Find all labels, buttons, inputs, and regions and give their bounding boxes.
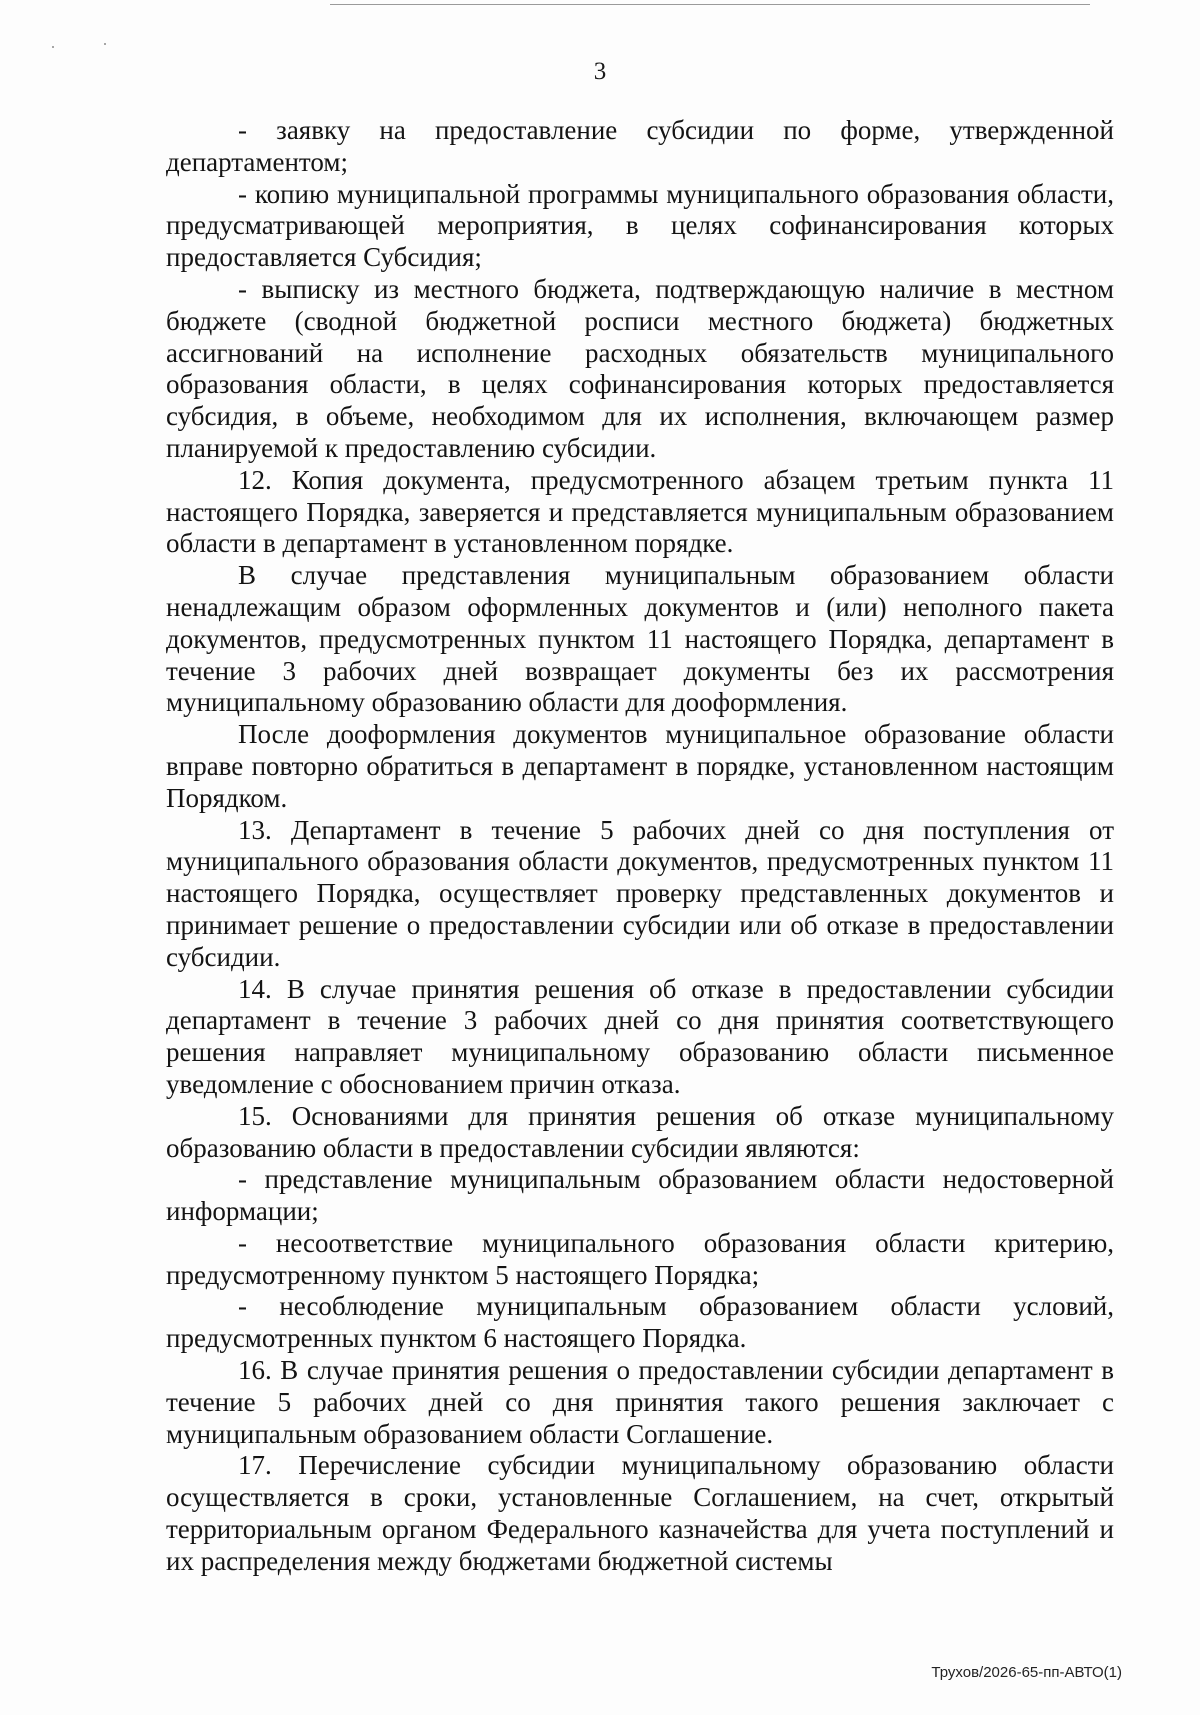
paragraph-application-form: - заявку на предоставление субсидии по форме, утвержденной департаментом; — [166, 115, 1114, 177]
document-body — [166, 115, 1114, 1578]
scan-speck — [52, 46, 54, 48]
paragraph-item-17: 17. Перечисление субсидии муниципальному образованию области осуществляется в сроки, установленные Соглашением, на счет, открытый территориальным органом Федерального казначейства для учета поступлений и их распределения между бюджетами бюджетной системы — [166, 1450, 1114, 1576]
paragraph-resubmission: После дооформления документов муниципальное образование области вправе повторно обратиться в департамент в порядке, установленном настоящим Порядком. — [166, 719, 1114, 813]
scan-edge-line — [330, 4, 1090, 5]
paragraph-item-12: 12. Копия документа, предусмотренного абзацем третьим пункта 11 настоящего Порядка, заверяется и представляется муниципальным образованием области в департамент в установленном порядке. — [166, 464, 1114, 559]
page-number: 3 — [593, 58, 607, 85]
paragraph-program-copy: - копию муниципальной программы муниципального образования области, предусматривающей мероприятия, в целях софинансирования которых предоставляется Субсидия; — [166, 178, 1114, 273]
scan-speck — [104, 43, 106, 45]
document-registration-code: Трухов/2026-65-пп-АВТО(1) — [931, 1664, 1122, 1681]
paragraph-item-15: 15. Основаниями для принятия решения об отказе муниципальному образованию области в предоставлении субсидии являются: — [166, 1100, 1114, 1163]
paragraph-item-16: 16. В случае принятия решения о предоставлении субсидии департамент в течение 5 рабочих дней со дня принятия такого решения заключает с муниципальным образованием области Соглашение. — [166, 1355, 1114, 1449]
paragraph-criterion-mismatch: - несоответствие муниципального образования области критерию, предусмотренному пунктом 5 настоящего Порядка; — [166, 1227, 1114, 1290]
paragraph-budget-extract: - выписку из местного бюджета, подтверждающую наличие в местном бюджете (сводной бюджетной росписи местного бюджета) бюджетных ассигнований на исполнение расходных обязательств муниципального образования области, в целях софинансирования которых предоставляется субсидия, в объеме, необходимом для их исполнения, включающем размер планируемой к предоставлению субсидии. — [166, 273, 1114, 463]
paragraph-item-14: 14. В случае принятия решения об отказе в предоставлении субсидии департамент в течение 3 рабочих дней со дня принятия соответствующего решения направляет муниципальному образованию области письменное уведомление с обоснованием причин отказа. — [166, 973, 1114, 1099]
paragraph-improper-documents: В случае представления муниципальным образованием области ненадлежащим образом оформленных документов и (или) неполного пакета документов, предусмотренных пунктом 11 настоящего Порядка, департамент в течение 3 рабочих дней возвращает документы без их рассмотрения муниципальному образованию области для дооформления. — [166, 560, 1114, 718]
paragraph-conditions-breach: - несоблюдение муниципальным образованием области условий, предусмотренных пунктом 6 настоящего Порядка. — [166, 1291, 1114, 1354]
paragraph-false-information: - представление муниципальным образованием области недостоверной информации; — [166, 1164, 1114, 1227]
paragraph-item-13: 13. Департамент в течение 5 рабочих дней со дня поступления от муниципального образования области документов, предусмотренных пунктом 11 настоящего Порядка, осуществляет проверку представленных документов и принимает решение о предоставлении субсидии или об отказе в предоставлении субсидии. — [166, 814, 1114, 972]
